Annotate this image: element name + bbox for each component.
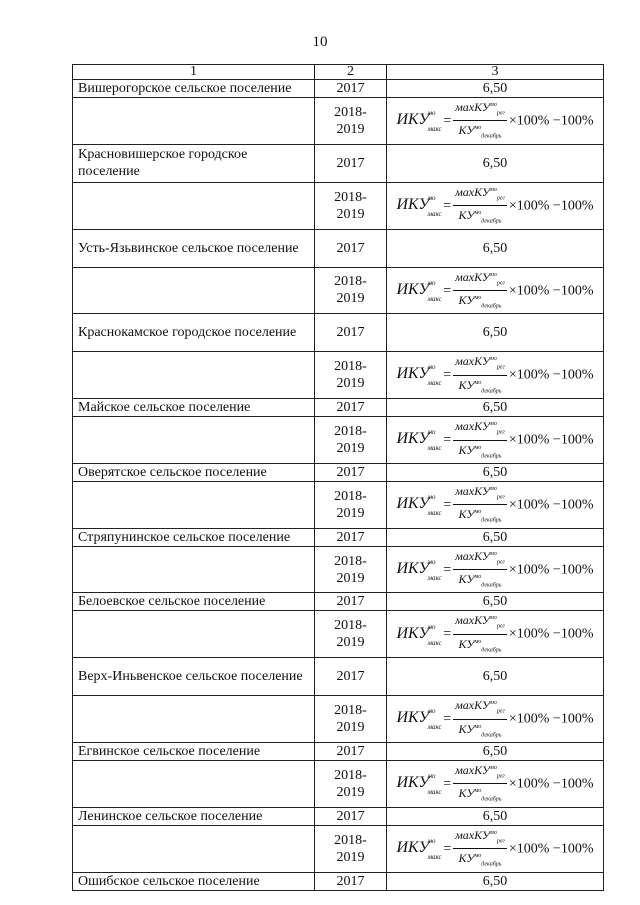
- empty-name-cell: [73, 267, 315, 314]
- formula-den-text: КУ: [458, 292, 475, 307]
- formula-num-sub: рег: [496, 494, 505, 501]
- formula-lhs-text: ИКУ: [396, 195, 430, 213]
- settlement-year: 2017: [315, 229, 387, 267]
- formula-row: [73, 761, 604, 808]
- formula-tail: ×100% −100%: [508, 562, 594, 578]
- formula-year-range: 2018-2019: [315, 696, 387, 743]
- formula-den-sub: декабрь: [481, 861, 502, 868]
- formula-eq: =: [443, 841, 452, 857]
- formula-year-range: 2018-2019: [315, 182, 387, 229]
- formula-lhs-sup: мо: [427, 622, 436, 631]
- iku-formula: [397, 761, 594, 807]
- settlement-value: 6,50: [387, 399, 604, 417]
- settlement-year: 2017: [315, 144, 387, 182]
- formula-num-sub: рег: [496, 708, 505, 715]
- formula-tail: ×100% −100%: [508, 113, 594, 129]
- formula-denominator: [453, 121, 507, 143]
- formula-row: [73, 267, 604, 314]
- formula-lhs: [396, 193, 442, 218]
- formula-denominator: [453, 505, 507, 527]
- formula-lhs-text: ИКУ: [396, 559, 430, 577]
- formula-num-sup: мо: [490, 550, 497, 557]
- formula-year-range: 2018-2019: [315, 761, 387, 808]
- formula-cell: [387, 267, 604, 314]
- formula-num-sub: рег: [496, 773, 505, 780]
- formula-fraction: [453, 417, 507, 463]
- formula-num-sup: мо: [490, 271, 497, 278]
- settlement-row: [73, 872, 604, 890]
- settlement-name: Красновишерское городское поселение: [73, 144, 315, 182]
- settlement-row: [73, 658, 604, 696]
- header-col-1: 1: [73, 65, 315, 80]
- formula-den-text: КУ: [458, 572, 475, 587]
- formula-row: [73, 546, 604, 593]
- settlement-value: 6,50: [387, 229, 604, 267]
- settlement-name: Усть-Язьвинское сельское поселение: [73, 229, 315, 267]
- formula-num-sup: мо: [490, 485, 497, 492]
- iku-formula: [397, 611, 594, 657]
- formula-tail: ×100% −100%: [508, 626, 594, 642]
- settlement-value: 6,50: [387, 314, 604, 352]
- formula-lhs-sup: мо: [427, 707, 436, 716]
- formula-lhs: [396, 707, 442, 732]
- formula-fraction: [453, 482, 507, 528]
- formula-lhs-sup: мо: [427, 363, 436, 372]
- formula-tail: ×100% −100%: [508, 841, 594, 857]
- formula-eq: =: [443, 432, 452, 448]
- settlement-name: Майское сельское поселение: [73, 399, 315, 417]
- formula-year-range: 2018-2019: [315, 352, 387, 399]
- formula-numerator: [453, 826, 507, 849]
- formula-fraction: [453, 761, 507, 807]
- settlement-row: [73, 144, 604, 182]
- formula-den-text: КУ: [458, 721, 475, 736]
- empty-name-cell: [73, 98, 315, 145]
- formula-den-sub: декабрь: [481, 647, 502, 654]
- formula-lhs: [396, 428, 442, 453]
- formula-num-text: махКУ: [455, 269, 491, 284]
- header-col-2: 2: [315, 65, 387, 80]
- formula-num-text: махКУ: [455, 763, 491, 778]
- formula-den-sup: мо: [474, 294, 482, 301]
- formula-lhs-sub: макс: [427, 788, 442, 797]
- formula-den-sub: декабрь: [481, 732, 502, 739]
- formula-den-sub: декабрь: [481, 303, 502, 310]
- formula-lhs: [396, 278, 442, 303]
- formula-num-sub: рег: [496, 623, 505, 630]
- settlement-name: Белоевское сельское поселение: [73, 593, 315, 611]
- settlement-year: 2017: [315, 463, 387, 481]
- formula-num-text: махКУ: [455, 483, 491, 498]
- formula-lhs-text: ИКУ: [396, 624, 430, 642]
- formula-row: [73, 481, 604, 528]
- formula-denominator: [453, 441, 507, 463]
- formula-year-range: 2018-2019: [315, 481, 387, 528]
- formula-lhs-sup: мо: [427, 428, 436, 437]
- formula-lhs-text: ИКУ: [396, 838, 430, 856]
- settlement-year: 2017: [315, 807, 387, 825]
- formula-row: [73, 696, 604, 743]
- formula-year-range: 2018-2019: [315, 825, 387, 872]
- formula-num-sup: мо: [490, 102, 497, 108]
- settlement-row: [73, 314, 604, 352]
- formula-den-text: КУ: [458, 786, 475, 801]
- settlement-value: 6,50: [387, 593, 604, 611]
- formula-lhs: [396, 836, 442, 861]
- formula-lhs-text: ИКУ: [396, 365, 430, 383]
- header-col-3: 3: [387, 65, 604, 80]
- formula-cell: [387, 182, 604, 229]
- formula-eq: =: [443, 497, 452, 513]
- settlement-value: 6,50: [387, 528, 604, 546]
- iku-formula: [397, 482, 594, 528]
- formula-tail: ×100% −100%: [508, 497, 594, 513]
- formula-eq: =: [443, 113, 452, 129]
- formula-lhs: [396, 557, 442, 582]
- iku-formula: [397, 826, 594, 872]
- formula-cell: [387, 611, 604, 658]
- formula-denominator: [453, 376, 507, 398]
- header-row: [73, 65, 604, 80]
- formula-fraction: [453, 826, 507, 872]
- formula-lhs: [396, 622, 442, 647]
- formula-lhs: [396, 109, 442, 134]
- formula-num-sup: мо: [490, 356, 497, 363]
- formula-lhs-sub: макс: [427, 444, 442, 453]
- formula-num-text: махКУ: [455, 548, 491, 563]
- empty-name-cell: [73, 546, 315, 593]
- formula-num-sub: рег: [496, 838, 505, 845]
- empty-name-cell: [73, 825, 315, 872]
- formula-denominator: [453, 784, 507, 806]
- formula-row: [73, 417, 604, 464]
- formula-lhs-sub: макс: [427, 379, 442, 388]
- settlement-year: 2017: [315, 80, 387, 98]
- settlement-value: 6,50: [387, 463, 604, 481]
- formula-fraction: [453, 547, 507, 593]
- formula-numerator: [453, 482, 507, 505]
- formula-num-sub: рег: [496, 195, 505, 202]
- formula-lhs-sup: мо: [427, 109, 436, 118]
- settlement-name: Егвинское сельское поселение: [73, 743, 315, 761]
- formula-tail: ×100% −100%: [508, 711, 594, 727]
- formula-den-sup: мо: [474, 574, 482, 581]
- formula-den-sub: декабрь: [481, 452, 502, 459]
- formula-num-sub: рег: [496, 559, 505, 566]
- formula-eq: =: [443, 711, 452, 727]
- formula-den-sub: декабрь: [481, 133, 502, 140]
- formula-year-range: 2018-2019: [315, 611, 387, 658]
- settlement-year: 2017: [315, 658, 387, 696]
- formula-eq: =: [443, 562, 452, 578]
- settlement-name: Вишерогорское сельское поселение: [73, 80, 315, 98]
- empty-name-cell: [73, 761, 315, 808]
- formula-lhs-text: ИКУ: [396, 111, 430, 129]
- settlement-value: 6,50: [387, 658, 604, 696]
- formula-cell: [387, 546, 604, 593]
- formula-lhs-sup: мо: [427, 493, 436, 502]
- formula-num-sup: мо: [490, 829, 497, 836]
- formula-denominator: [453, 720, 507, 742]
- formula-lhs-sub: макс: [427, 573, 442, 582]
- formula-denominator: [453, 849, 507, 871]
- formula-lhs-sub: макс: [427, 509, 442, 518]
- empty-name-cell: [73, 352, 315, 399]
- settlement-row: [73, 399, 604, 417]
- formula-den-sup: мо: [474, 125, 482, 132]
- formula-num-text: махКУ: [455, 419, 491, 434]
- formula-numerator: [453, 611, 507, 634]
- formula-den-sub: декабрь: [481, 582, 502, 589]
- formula-den-text: КУ: [458, 123, 475, 138]
- formula-numerator: [453, 547, 507, 570]
- formula-fraction: [453, 611, 507, 657]
- formula-den-sup: мо: [474, 210, 482, 217]
- iku-formula: [397, 98, 594, 144]
- formula-cell: [387, 481, 604, 528]
- formula-numerator: [453, 417, 507, 440]
- formula-lhs-text: ИКУ: [396, 774, 430, 792]
- formula-row: [73, 98, 604, 145]
- settlement-value: 6,50: [387, 807, 604, 825]
- settlement-row: [73, 807, 604, 825]
- formula-lhs-text: ИКУ: [396, 495, 430, 513]
- iku-formula: [397, 696, 594, 742]
- empty-name-cell: [73, 417, 315, 464]
- formula-num-sub: рег: [496, 110, 505, 117]
- formula-num-text: махКУ: [455, 100, 491, 114]
- formula-row: [73, 182, 604, 229]
- formula-eq: =: [443, 282, 452, 298]
- formula-year-range: 2018-2019: [315, 267, 387, 314]
- formula-tail: ×100% −100%: [508, 282, 594, 298]
- formula-row: [73, 352, 604, 399]
- settlement-year: 2017: [315, 743, 387, 761]
- formula-num-text: махКУ: [455, 184, 491, 199]
- settlements-table: [72, 64, 604, 891]
- formula-numerator: [453, 268, 507, 291]
- formula-lhs-sub: макс: [427, 852, 442, 861]
- iku-formula: [397, 352, 594, 398]
- formula-den-sub: декабрь: [481, 796, 502, 803]
- formula-numerator: [453, 761, 507, 784]
- formula-eq: =: [443, 626, 452, 642]
- formula-num-sup: мо: [490, 421, 497, 428]
- formula-num-sub: рег: [496, 279, 505, 286]
- formula-lhs-sup: мо: [427, 278, 436, 287]
- formula-lhs-sup: мо: [427, 557, 436, 566]
- formula-numerator: [453, 98, 507, 121]
- settlement-year: 2017: [315, 593, 387, 611]
- formula-den-sup: мо: [474, 723, 482, 730]
- formula-den-text: КУ: [458, 851, 475, 866]
- empty-name-cell: [73, 481, 315, 528]
- formula-row: [73, 611, 604, 658]
- formula-lhs-text: ИКУ: [396, 280, 430, 298]
- page-number: 10: [312, 34, 328, 50]
- settlement-row: [73, 528, 604, 546]
- formula-eq: =: [443, 198, 452, 214]
- settlement-value: 6,50: [387, 80, 604, 98]
- formula-tail: ×100% −100%: [508, 776, 594, 792]
- formula-fraction: [453, 352, 507, 398]
- formula-year-range: 2018-2019: [315, 98, 387, 145]
- iku-formula: [397, 268, 594, 314]
- formula-den-sup: мо: [474, 638, 482, 645]
- formula-num-sup: мо: [490, 765, 497, 772]
- formula-den-text: КУ: [458, 636, 475, 651]
- empty-name-cell: [73, 611, 315, 658]
- formula-lhs-text: ИКУ: [396, 430, 430, 448]
- formula-tail: ×100% −100%: [508, 432, 594, 448]
- settlement-value: 6,50: [387, 872, 604, 890]
- formula-den-sup: мо: [474, 853, 482, 860]
- formula-num-sup: мо: [490, 615, 497, 622]
- settlement-value: 6,50: [387, 743, 604, 761]
- settlement-name: Верх-Иньвенское сельское поселение: [73, 658, 315, 696]
- formula-den-sup: мо: [474, 379, 482, 386]
- formula-lhs-sub: макс: [427, 638, 442, 647]
- formula-year-range: 2018-2019: [315, 546, 387, 593]
- formula-year-range: 2018-2019: [315, 417, 387, 464]
- empty-name-cell: [73, 182, 315, 229]
- settlement-row: [73, 743, 604, 761]
- formula-lhs-sub: макс: [427, 294, 442, 303]
- formula-denominator: [453, 635, 507, 657]
- formula-den-sup: мо: [474, 788, 482, 795]
- formula-num-sub: рег: [496, 429, 505, 436]
- formula-cell: [387, 98, 604, 145]
- formula-cell: [387, 352, 604, 399]
- formula-den-sub: декабрь: [481, 388, 502, 395]
- settlement-year: 2017: [315, 528, 387, 546]
- settlement-name: Краснокамское городское поселение: [73, 314, 315, 352]
- formula-fraction: [453, 696, 507, 742]
- formula-num-text: махКУ: [455, 613, 491, 628]
- formula-fraction: [453, 268, 507, 314]
- formula-num-text: махКУ: [455, 698, 491, 713]
- formula-fraction: [453, 183, 507, 229]
- formula-num-text: махКУ: [455, 354, 491, 369]
- settlement-name: Стряпунинское сельское поселение: [73, 528, 315, 546]
- formula-lhs: [396, 363, 442, 388]
- formula-lhs-sup: мо: [427, 772, 436, 781]
- formula-lhs-sup: мо: [427, 193, 436, 202]
- formula-denominator: [453, 570, 507, 592]
- settlement-row: [73, 229, 604, 267]
- formula-cell: [387, 761, 604, 808]
- formula-fraction: [453, 98, 507, 144]
- formula-lhs-sub: макс: [427, 723, 442, 732]
- formula-den-text: КУ: [458, 377, 475, 392]
- formula-num-sup: мо: [490, 700, 497, 707]
- formula-lhs-sup: мо: [427, 836, 436, 845]
- settlement-name: Оверятское сельское поселение: [73, 463, 315, 481]
- settlement-year: 2017: [315, 872, 387, 890]
- settlement-row: [73, 593, 604, 611]
- settlement-name: Ленинское сельское поселение: [73, 807, 315, 825]
- formula-lhs: [396, 493, 442, 518]
- formula-den-sup: мо: [474, 444, 482, 451]
- formula-den-text: КУ: [458, 507, 475, 522]
- formula-den-text: КУ: [458, 208, 475, 223]
- formula-row: [73, 825, 604, 872]
- formula-den-sub: декабрь: [481, 517, 502, 524]
- settlement-year: 2017: [315, 399, 387, 417]
- formula-tail: ×100% −100%: [508, 198, 594, 214]
- formula-eq: =: [443, 776, 452, 792]
- formula-lhs-sub: макс: [427, 125, 442, 134]
- formula-num-text: махКУ: [455, 827, 491, 842]
- settlement-value: 6,50: [387, 144, 604, 182]
- formula-numerator: [453, 696, 507, 719]
- formula-cell: [387, 696, 604, 743]
- formula-lhs: [396, 772, 442, 797]
- formula-num-sub: рег: [496, 364, 505, 371]
- settlement-row: [73, 463, 604, 481]
- formula-numerator: [453, 352, 507, 375]
- empty-name-cell: [73, 696, 315, 743]
- formula-numerator: [453, 183, 507, 206]
- formula-num-sup: мо: [490, 186, 497, 193]
- formula-eq: =: [443, 367, 452, 383]
- formula-denominator: [453, 291, 507, 313]
- iku-formula: [397, 417, 594, 463]
- formula-den-text: КУ: [458, 442, 475, 457]
- settlement-row: [73, 80, 604, 98]
- formula-cell: [387, 825, 604, 872]
- formula-tail: ×100% −100%: [508, 367, 594, 383]
- formula-denominator: [453, 206, 507, 228]
- formula-lhs-text: ИКУ: [396, 709, 430, 727]
- formula-den-sup: мо: [474, 509, 482, 516]
- formula-lhs-sub: макс: [427, 209, 442, 218]
- formula-cell: [387, 417, 604, 464]
- iku-formula: [397, 547, 594, 593]
- formula-den-sub: декабрь: [481, 218, 502, 225]
- settlement-year: 2017: [315, 314, 387, 352]
- iku-formula: [397, 183, 594, 229]
- settlement-name: Ошибское сельское поселение: [73, 872, 315, 890]
